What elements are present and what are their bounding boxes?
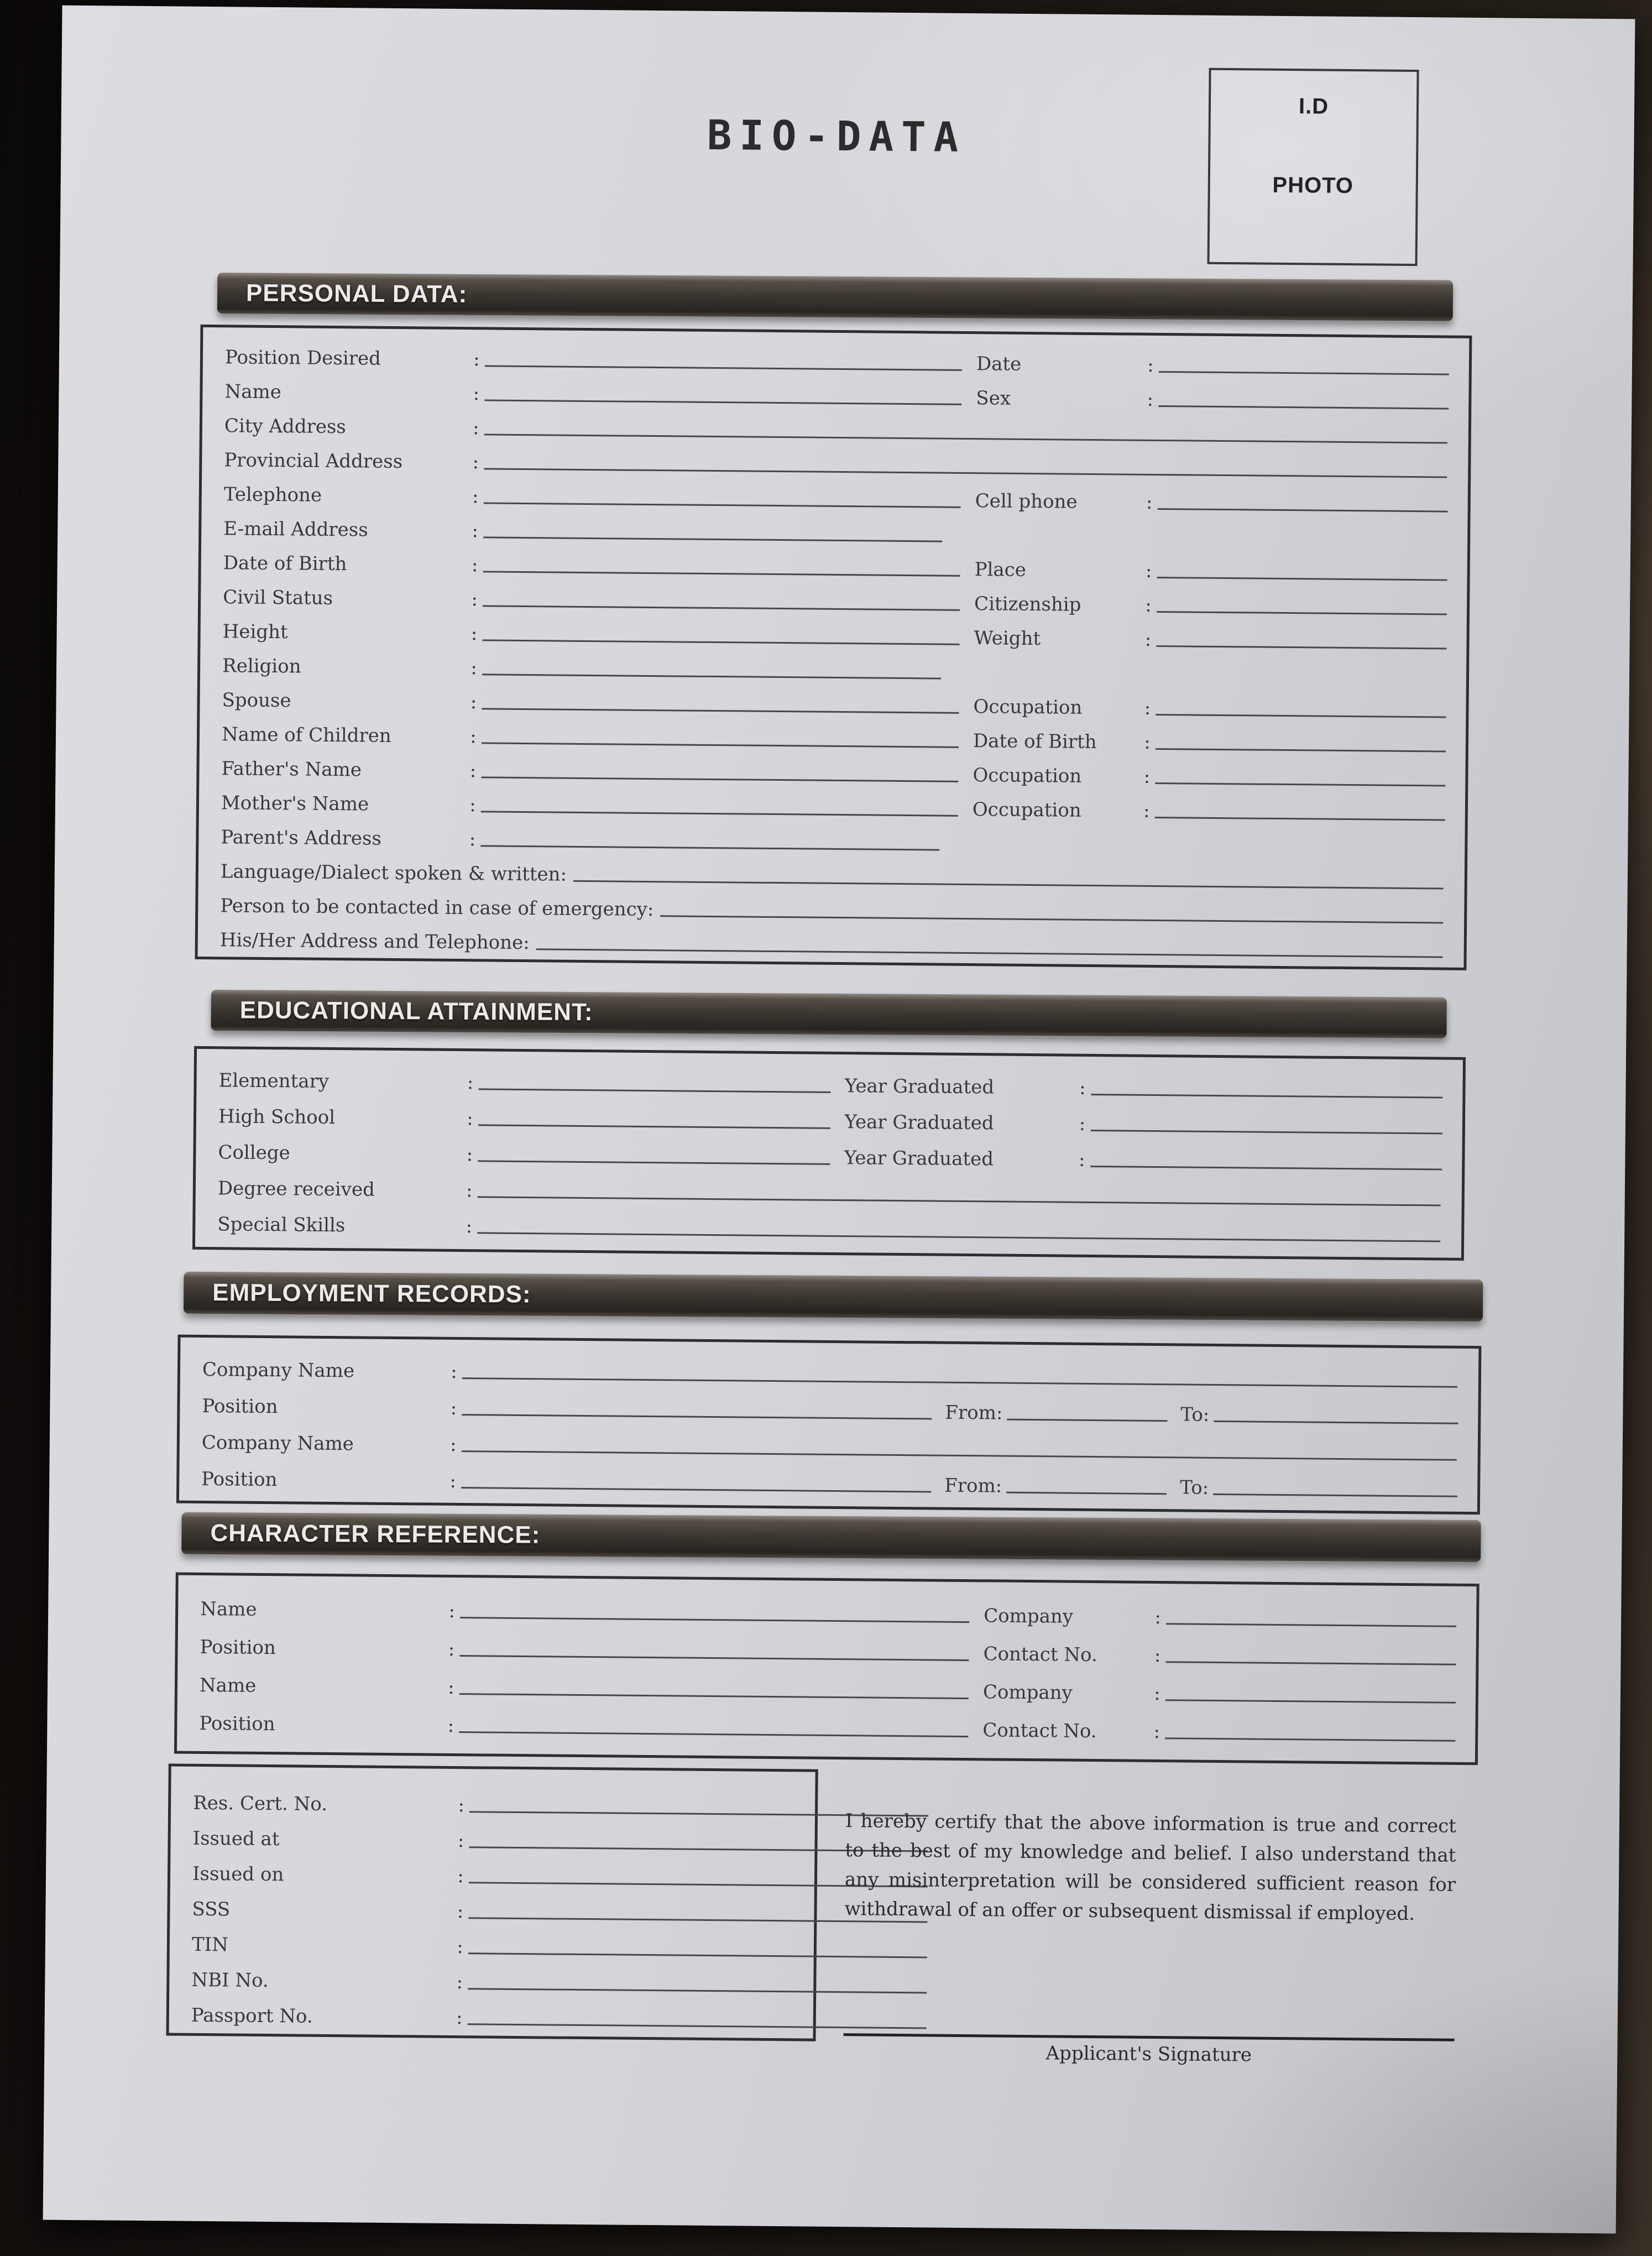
field-label: Degree received [217, 1177, 375, 1201]
fill-in-line [483, 570, 960, 577]
field-label: Sex [976, 387, 1011, 410]
fill-in-line [660, 914, 1443, 923]
fill-in-line [1213, 1492, 1457, 1497]
field-colon: : [448, 1676, 454, 1699]
fill-in-line [460, 1616, 969, 1623]
field-colon: : [457, 1900, 464, 1923]
fill-in-line [461, 1486, 931, 1492]
field-label-to: To: [1180, 1403, 1210, 1426]
field-label: NBI No. [191, 1968, 269, 1992]
section-header-character-reference [181, 1512, 1481, 1562]
field-label: Mother's Name [221, 792, 369, 816]
field-colon: : [1144, 697, 1151, 719]
field-colon: : [1079, 1113, 1086, 1135]
id-photo-box [1207, 68, 1419, 266]
signature-label: Applicant's Signature [1045, 2042, 1252, 2066]
section-header-label: CHARACTER REFERENCE: [210, 1519, 541, 1549]
field-label: Contact No. [983, 1643, 1098, 1667]
field-label: Religion [222, 655, 301, 678]
field-colon: : [470, 691, 477, 714]
fill-in-line [1090, 1164, 1442, 1171]
form-row [191, 1957, 795, 1998]
form-row [191, 1992, 795, 2033]
field-label: Civil Status [223, 586, 333, 609]
fill-in-line [483, 638, 960, 645]
field-colon: : [1153, 1721, 1160, 1743]
field-label: Year Graduated [844, 1147, 994, 1171]
field-label: Res. Cert. No. [192, 1792, 328, 1815]
field-colon: : [472, 485, 479, 508]
field-label: Parent's Address [221, 826, 382, 850]
section-header-label: EDUCATIONAL ATTAINMENT: [239, 996, 593, 1026]
field-label: Company Name [202, 1358, 355, 1382]
field-colon: : [472, 417, 479, 440]
field-label: Name [199, 1674, 257, 1697]
field-colon: : [1078, 1148, 1085, 1171]
field-colon: : [1143, 800, 1150, 822]
field-label: Spouse [222, 689, 291, 712]
field-label: Position Desired [224, 346, 381, 370]
employment-records-box [176, 1335, 1482, 1515]
field-label: Father's Name [221, 758, 362, 781]
field-colon: : [472, 520, 479, 542]
field-colon: : [1145, 560, 1152, 582]
field-label: E-mail Address [223, 518, 368, 541]
form-row [192, 1815, 796, 1856]
field-label: Passport No. [191, 2004, 313, 2028]
fill-in-line [1158, 507, 1448, 513]
field-colon: : [450, 1397, 457, 1419]
fill-in-line [1007, 1418, 1167, 1422]
section-header-label: EMPLOYMENT RECORDS: [212, 1279, 531, 1308]
form-row [192, 1921, 796, 1962]
fill-in-line [1156, 713, 1446, 718]
field-label: Name [200, 1597, 257, 1621]
fill-in-line [459, 1730, 968, 1737]
field-label: Occupation [972, 798, 1081, 822]
id-photo-label-id: I.D [1298, 94, 1329, 119]
government-ids-box [166, 1763, 818, 2041]
field-colon: : [456, 2007, 463, 2029]
certification-statement: I hereby certify that the above information is true and correct to the best of my knowledge and belief. I also understand that any misinterpretation will be considered sufficient reason for withdrawal of an offer or subsequent dismissal if employed. [844, 1810, 1457, 1925]
fill-in-line [1166, 1622, 1456, 1627]
field-label: His/Her Address and Telephone: [219, 929, 530, 954]
fill-in-line [1165, 1736, 1455, 1742]
fill-in-line [1158, 404, 1449, 410]
field-colon: : [1144, 731, 1151, 754]
fill-in-line [459, 1692, 969, 1699]
field-colon: : [449, 1433, 457, 1456]
character-reference-box [174, 1573, 1480, 1766]
field-colon: : [470, 657, 478, 680]
fill-in-line [482, 672, 941, 679]
form-row [192, 1886, 796, 1927]
fill-in-line [483, 604, 960, 611]
fill-in-line [485, 364, 962, 371]
field-colon: : [447, 1714, 454, 1737]
field-label: Cell phone [975, 490, 1078, 513]
fill-in-line [1159, 370, 1449, 375]
field-colon: : [1154, 1644, 1161, 1667]
section-header-educational-attainment [211, 990, 1446, 1038]
form-row [193, 1780, 797, 1821]
fill-in-line [1155, 781, 1445, 787]
field-colon: : [1145, 594, 1152, 617]
field-label: Company Name [201, 1431, 354, 1455]
fill-in-line [1090, 1129, 1442, 1135]
section-header-personal-data [217, 273, 1453, 321]
field-colon: : [1079, 1077, 1086, 1099]
fill-in-line [468, 1951, 927, 1958]
field-label: SSS [192, 1898, 231, 1921]
fill-in-line [478, 1087, 830, 1093]
fill-in-line [477, 1231, 1440, 1242]
field-label: High School [218, 1105, 336, 1129]
fill-in-line [462, 1413, 932, 1419]
field-colon: : [466, 1143, 473, 1166]
id-photo-label-photo: PHOTO [1272, 173, 1354, 199]
field-label: Weight [974, 627, 1041, 650]
field-label: Position [200, 1636, 276, 1659]
fill-in-line [1156, 747, 1446, 753]
fill-in-line [1006, 1491, 1167, 1495]
field-label: Occupation [973, 696, 1083, 719]
field-label: Year Graduated [844, 1111, 994, 1135]
field-colon: : [448, 1638, 455, 1660]
field-label: TIN [191, 1933, 228, 1956]
field-colon: : [466, 1179, 473, 1202]
field-label: Date of Birth [973, 730, 1097, 754]
field-label: Name of Children [221, 723, 391, 747]
fill-in-line [478, 1159, 830, 1165]
signature-line [844, 2033, 1455, 2041]
fill-in-line [1214, 1419, 1458, 1424]
field-label: Company [984, 1605, 1074, 1628]
field-colon: : [457, 1865, 464, 1888]
personal-data-box [195, 325, 1472, 970]
field-colon: : [469, 828, 476, 851]
field-colon: : [1146, 491, 1153, 514]
field-colon: : [472, 451, 479, 474]
field-colon: : [466, 1215, 473, 1238]
fill-in-line [484, 398, 961, 405]
fill-in-line [1157, 576, 1447, 581]
field-colon: : [449, 1470, 457, 1492]
field-label: Language/Dialect spoken & written: [220, 860, 567, 886]
field-colon: : [470, 725, 477, 748]
field-colon: : [469, 760, 477, 782]
field-colon: : [458, 1794, 465, 1817]
fill-in-line [1155, 816, 1445, 821]
field-label: College [218, 1141, 290, 1164]
field-label-from: From: [944, 1474, 1002, 1497]
field-label: Position [199, 1712, 275, 1736]
field-label: Year Graduated [844, 1075, 995, 1099]
field-colon: : [456, 1971, 463, 1994]
field-label: Date [976, 353, 1022, 375]
field-label: Position [201, 1468, 278, 1491]
field-colon: : [1143, 765, 1151, 788]
field-label: City Address [224, 415, 346, 438]
field-colon: : [471, 554, 478, 577]
field-colon: : [1147, 354, 1154, 377]
field-colon: : [1154, 1606, 1162, 1629]
fill-in-line [1156, 644, 1446, 650]
field-label: Person to be contacted in case of emergency: [220, 895, 654, 921]
field-colon: : [469, 794, 476, 817]
field-colon: : [467, 1108, 473, 1130]
fill-in-line [1165, 1698, 1456, 1704]
field-label: Place [974, 558, 1027, 581]
field-label: Telephone [223, 483, 322, 506]
field-label: Occupation [973, 764, 1082, 787]
field-label: Contact No. [982, 1719, 1097, 1743]
fill-in-line [482, 707, 959, 714]
fill-in-line [478, 1123, 830, 1129]
field-label-from: From: [945, 1401, 1003, 1424]
field-label: Height [222, 620, 288, 644]
bio-data-form-sheet [43, 6, 1635, 2234]
field-colon: : [457, 1936, 463, 1959]
fill-in-line [536, 947, 1443, 958]
field-colon: : [448, 1600, 456, 1622]
fill-in-line [481, 810, 958, 817]
page-title: BIO-DATA [707, 111, 966, 161]
fill-in-line [1157, 610, 1447, 615]
field-label: Company [982, 1681, 1073, 1704]
fill-in-line [468, 2022, 927, 2029]
educational-attainment-box [192, 1046, 1466, 1261]
field-label: Special Skills [217, 1213, 346, 1237]
field-colon: : [473, 383, 480, 405]
field-label: Elementary [218, 1069, 330, 1093]
fill-in-line [1165, 1660, 1456, 1665]
form-row [192, 1851, 796, 1892]
field-label: Issued on [192, 1862, 284, 1886]
fill-in-line [468, 1987, 927, 1993]
fill-in-line [1091, 1093, 1443, 1099]
field-label: Position [202, 1395, 278, 1418]
field-label-to: To: [1180, 1476, 1209, 1499]
fill-in-line [481, 775, 958, 782]
field-label: Name [224, 380, 282, 404]
field-colon: : [1147, 388, 1154, 411]
fill-in-line [459, 1654, 969, 1661]
field-colon: : [1144, 628, 1152, 651]
field-label: Date of Birth [223, 552, 347, 576]
fill-in-line [482, 741, 959, 748]
field-colon: : [451, 1360, 457, 1383]
field-colon: : [1154, 1683, 1160, 1705]
section-header-employment-records [184, 1272, 1483, 1322]
fill-in-line [483, 535, 942, 542]
field-label: Citizenship [974, 593, 1081, 616]
field-label: Issued at [192, 1827, 280, 1851]
field-label: Provincial Address [224, 449, 403, 473]
field-colon: : [457, 1830, 464, 1852]
fill-in-line [480, 844, 939, 850]
field-colon: : [467, 1072, 474, 1094]
field-colon: : [471, 588, 478, 611]
fill-in-line [484, 501, 961, 508]
field-colon: : [470, 623, 478, 645]
field-colon: : [473, 348, 480, 371]
section-header-label: PERSONAL DATA: [245, 279, 468, 308]
